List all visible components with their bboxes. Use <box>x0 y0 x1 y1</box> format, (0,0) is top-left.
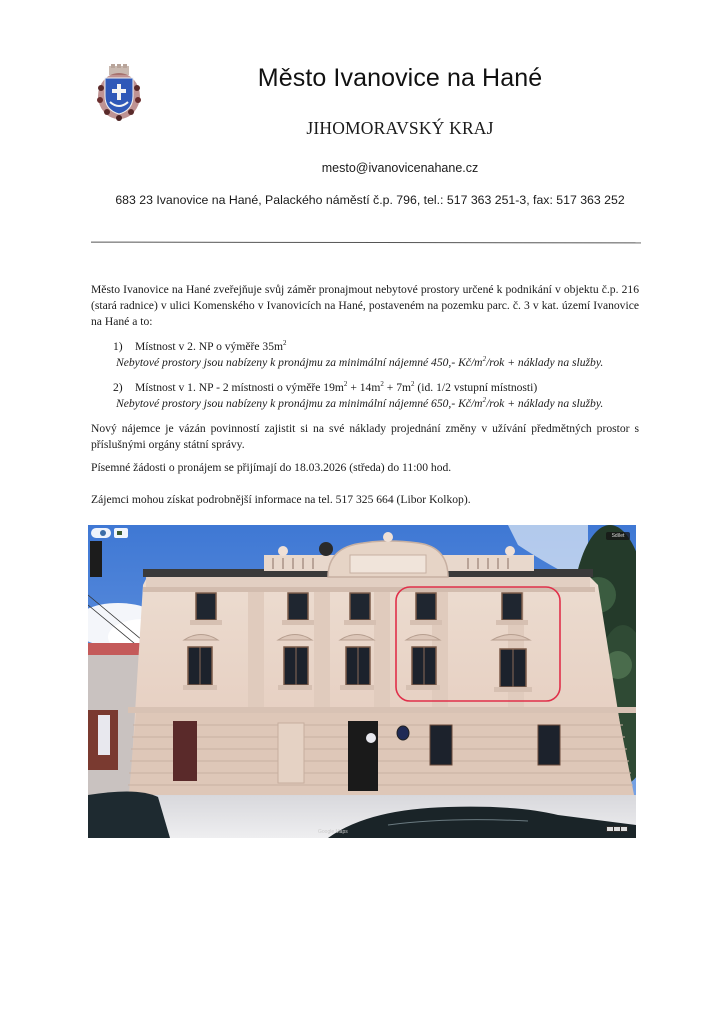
deadline-paragraph: Písemné žádosti o pronájem se přijímají do 18.03.2026 (středa) do 11:00 hod. <box>91 461 452 474</box>
streetview-side-panel <box>90 541 102 577</box>
coat-of-arms-icon <box>95 64 143 122</box>
town-title: Město Ivanovice na Hané <box>257 64 543 92</box>
item-title: Místnost v 1. NP - 2 místnosti o výměře $19m^2 + 14m^2 + 7m^2$ (id. 1/2 vstupní místnosti) <box>135 380 538 394</box>
tenant-obligation-paragraph: Nový nájemce je vázán povinností zajistit si na své náklady projednání změny v užívání předmětných prostor s příslušnými orgány státní správy. <box>91 422 639 451</box>
item-title: Místnost v 2. NP o výměře $35m^2$ <box>135 339 287 353</box>
streetview-back-button <box>91 528 111 538</box>
contact-paragraph: Zájemci mohou získat podrobnější informace na tel. 517 325 664 (Libor Kolkop). <box>91 493 471 506</box>
offer-item-1 <box>113 339 643 371</box>
map-attribution: Google Maps <box>318 829 348 835</box>
building-photo <box>88 525 636 838</box>
streetview-thumbnails <box>606 826 628 832</box>
streetview-layer-button <box>114 528 128 538</box>
item-price-note: Nebytové prostory jsou nabízeny k pronájmu za minimální nájemné 650,- $Kč/m^2$/rok + náklady na služby. <box>116 396 604 410</box>
item-number: 2) <box>113 381 123 394</box>
header-divider <box>91 242 641 244</box>
contact-email: mesto@ivanovicenahane.cz <box>321 161 479 175</box>
item-price-note: Nebytové prostory jsou nabízeny k pronájmu za minimální nájemné 450,- $Kč/m^2$/rok + náklady na služby. <box>116 355 604 369</box>
streetview-share-button: Sdílet <box>606 532 630 540</box>
offer-item-2 <box>113 380 643 412</box>
region-name: JIHOMORAVSKÝ KRAJ <box>306 118 494 138</box>
intro-paragraph: Město Ivanovice na Hané zveřejňuje svůj záměr pronajmout nebytové prostory určené k podnikání v objektu č.p. 216 (stará radnice) v ulici Komenského v Ivanovicích na Hané, postaveném na pozemku parc. č. 3 v kat. území Ivanovice na Hané a to: <box>91 283 639 328</box>
contact-address: 683 23 Ivanovice na Hané, Palackého náměstí č.p. 796, tel.: 517 363 251-3, fax: 517 363 252 <box>115 193 625 207</box>
item-number: 1) <box>113 340 123 353</box>
building-illustration <box>88 525 636 838</box>
